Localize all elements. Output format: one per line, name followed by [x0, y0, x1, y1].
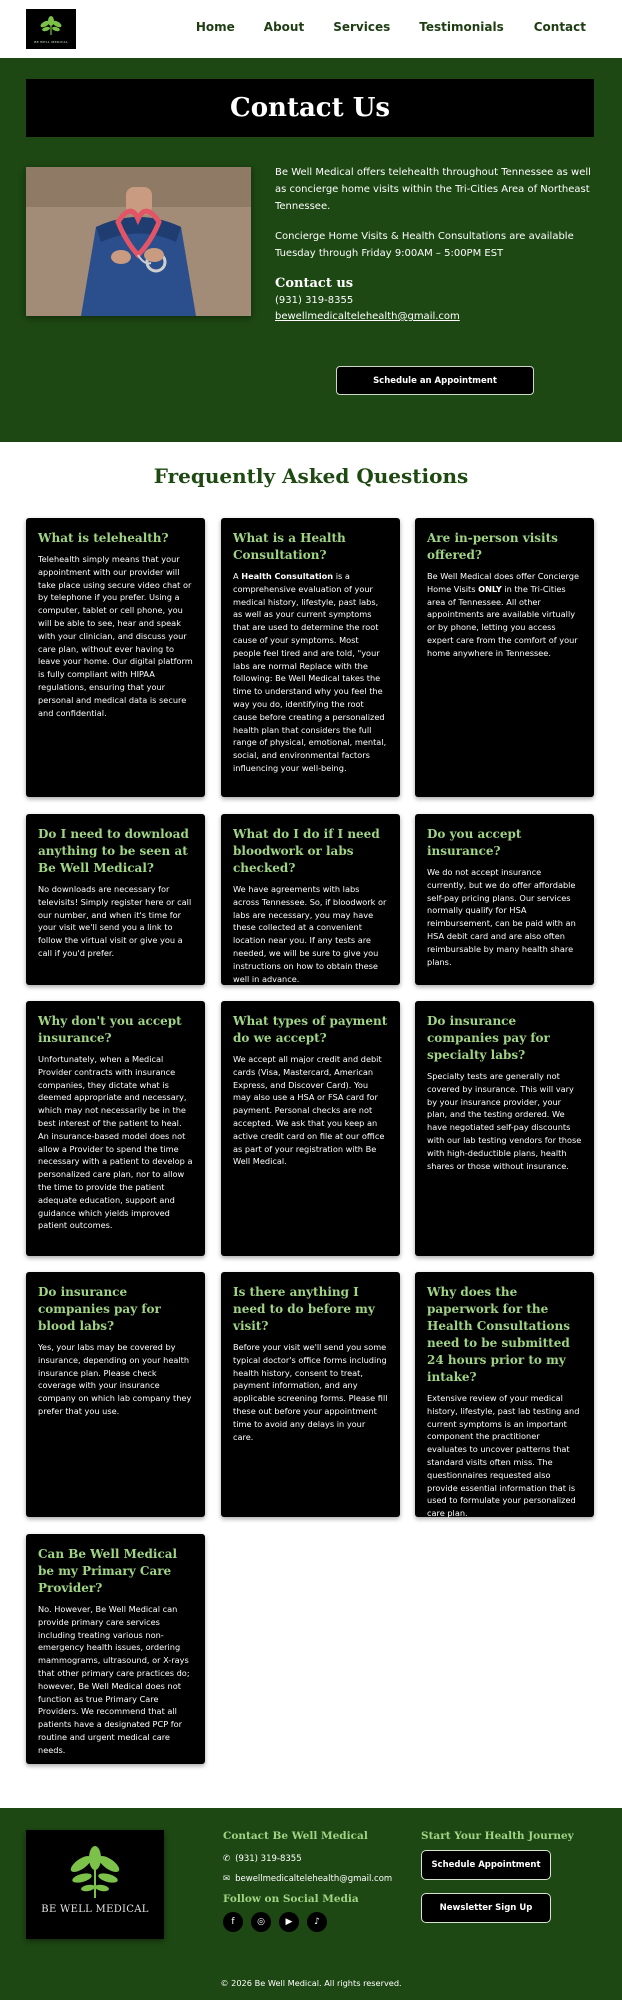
faq-section	[0, 442, 622, 1808]
facebook-icon[interactable]: f	[223, 1912, 243, 1932]
hero-intro: Be Well Medical offers telehealth throughout Tennessee as well as concierge home visits within the Tri-Cities Area of Northeast Tennessee.	[275, 167, 591, 212]
faq-answer: We have agreements with labs across Tennessee. So, if bloodwork or labs are necessary, you may have these collected at a convenient location near you. If any tests are needed, we will be sure to give you instructions on how to obtain these well in advance.	[233, 884, 387, 984]
footer-phone-text: (931) 319-8355	[235, 1854, 302, 1864]
faq-answer	[427, 570, 582, 660]
faq-card[interactable]	[26, 1534, 205, 1764]
copyright: © 2026 Be Well Medical. All rights reserved.	[220, 1978, 402, 1988]
contact-hero	[0, 58, 622, 442]
faq-answer-bold: Health Consultation	[241, 571, 334, 581]
newsletter-signup-button[interactable]: Newsletter Sign Up	[421, 1893, 551, 1923]
faq-question: What is telehealth?	[38, 531, 169, 545]
faq-question: Why does the paperwork for the Health Consultations need to be submitted 24 hours prior to my intake?	[427, 1285, 570, 1384]
hero-contact-title: Contact us	[275, 276, 354, 291]
doctor-heart-stethoscope-image	[26, 167, 251, 316]
faq-card[interactable]	[26, 814, 205, 985]
faq-card[interactable]	[415, 1001, 594, 1256]
faq-answer: Specialty tests are generally not covered by insurance. This will vary by your insurance provider, your plan, and the testing ordered. We have negotiated self-pay discounts with our lab testing vendors for those with high-deductible plans, health shares or those without insurance.	[427, 1071, 582, 1171]
faq-question: Do I need to download anything to be seen at Be Well Medical?	[38, 827, 189, 875]
hero-hours: Tuesday through Friday 9:00AM – 5:00PM EST	[275, 248, 504, 259]
nav-about[interactable]: About	[263, 20, 305, 34]
faq-answer-rest: is a comprehensive evaluation of your medical history, lifestyle, past labs, as well as your current symptoms that are used to determine the root cause of your symptoms. Most people feel tired and are told, "your labs are normal Replace with the following: Be Well Medical takes the time to understand why you feel the way you do, identifying the root cause before creating a personalized health plan that considers the full range of physical, emotional, mental, social, and environmental factors influencing your well-being.	[233, 571, 387, 773]
hero-services-line: Concierge Home Visits & Health Consultations are available	[275, 231, 574, 242]
plant-logo-icon	[66, 1844, 124, 1900]
schedule-appointment-button[interactable]: Schedule an Appointment	[336, 366, 534, 395]
faq-card[interactable]	[26, 518, 205, 797]
faq-card[interactable]	[221, 1272, 400, 1517]
footer-contact-heading: Contact Be Well Medical	[223, 1830, 368, 1842]
hero-photo	[26, 167, 251, 316]
faq-card[interactable]	[26, 1272, 205, 1517]
hero-phone[interactable]: (931) 319-8355	[275, 295, 354, 306]
faq-card[interactable]	[26, 1001, 205, 1256]
faq-answer: Unfortunately, when a Medical Provider contracts with insurance companies, they dictate what is deemed appropriate and necessary, which may not necessarily be in the best interest of the patient to heal. An insurance-based model does not allow a Provider to spend the time necessary with a patient to develop a personalized care plan, nor to allow the time to provide the patient adequate education, support and guidance which yields improved patient outcomes.	[38, 1054, 193, 1231]
faq-question: Do you accept insurance?	[427, 827, 522, 858]
footer-contact-column	[223, 1830, 403, 1932]
faq-answer: Extensive review of your medical history, lifestyle, past lab testing and current symptoms is an important component the practitioner evaluates to uncover patterns that standard visits often miss. The questionnaires requested also provide essential information that is used to formulate your personalized care plan.	[427, 1393, 580, 1519]
faq-question: What do I do if I need bloodwork or labs checked?	[233, 827, 380, 875]
tiktok-icon[interactable]: ♪	[307, 1912, 327, 1932]
faq-question: What is a Health Consultation?	[233, 531, 346, 562]
faq-answer: We accept all major credit and debit cards (Visa, Mastercard, American Express, and Discover Card). You may also use a HSA or FSA card for payment. Personal checks are not accepted. We ask that you keep an active credit card on file at our office as part of your registration with Be Well Medical.	[233, 1054, 385, 1167]
faq-answer	[233, 570, 388, 775]
logo-text: BE WELL MEDICAL	[34, 40, 68, 44]
faq-question: Why don't you accept insurance?	[38, 1014, 182, 1045]
main-nav	[196, 20, 586, 34]
youtube-icon[interactable]: ▶	[279, 1912, 299, 1932]
faq-title: Frequently Asked Questions	[153, 464, 469, 488]
faq-question: What types of payment do we accept?	[233, 1014, 388, 1045]
faq-question: Can Be Well Medical be my Primary Care Provider?	[38, 1547, 178, 1595]
nav-services[interactable]: Services	[333, 20, 391, 34]
footer-email[interactable]	[223, 1869, 403, 1889]
faq-answer: We do not accept insurance currently, but we do offer affordable self-pay pricing plans. Our services normally qualify for HSA reimbursement, can be paid with an HSA debit card and are also often reimbursable by many health share plans.	[427, 867, 576, 967]
site-logo[interactable]	[26, 9, 76, 49]
hero-email-link[interactable]: bewellmedicaltelehealth@gmail.com	[275, 311, 460, 322]
footer-journey-heading: Start Your Health Journey	[421, 1830, 574, 1842]
footer-journey-column	[421, 1830, 601, 1923]
faq-card[interactable]	[221, 814, 400, 985]
envelope-icon: ✉	[223, 1874, 231, 1884]
page-title: Contact Us	[230, 93, 390, 123]
faq-card[interactable]	[415, 518, 594, 797]
instagram-icon[interactable]: ◎	[251, 1912, 271, 1932]
faq-answer: Telehealth simply means that your appointment with our provider will take place using secure video chat or by telephone if you prefer. Using a computer, tablet or cell phone, you will be able to see, hear and speak with your clinician, and discuss your care plan, without ever having to leave your home. Our digital platform is fully compliant with HIPAA regulations, ensuring that your personal and medical data is secure and confidential.	[38, 554, 193, 718]
plant-logo-icon	[38, 15, 64, 37]
footer-email-text: bewellmedicaltelehealth@gmail.com	[235, 1874, 393, 1884]
faq-answer: Before your visit we'll send you some typical doctor's office forms including health history, consent to treat, payment information, and any applicable screening forms. Please fill these out before your appointment time to avoid any delays in your care.	[233, 1342, 388, 1442]
faq-answer: Yes, your labs may be covered by insurance, depending on your health insurance plan. Please check coverage with your insurance company on which lab company they prefer that you use.	[38, 1342, 192, 1416]
phone-icon: ✆	[223, 1854, 231, 1864]
faq-question: Are in-person visits offered?	[427, 531, 558, 562]
faq-question: Do insurance companies pay for blood labs?	[38, 1285, 161, 1333]
social-links	[223, 1912, 403, 1932]
footer-logo-text: BE WELL MEDICAL	[41, 1904, 149, 1915]
faq-question: Do insurance companies pay for specialty labs?	[427, 1014, 550, 1062]
faq-card[interactable]	[221, 518, 400, 797]
hero-text	[275, 164, 605, 325]
site-footer	[0, 1808, 622, 2000]
faq-card[interactable]	[415, 814, 594, 985]
hero-title-bar	[26, 79, 594, 137]
footer-social-heading: Follow on Social Media	[223, 1893, 359, 1905]
site-header	[0, 0, 622, 58]
faq-answer-pre: Be Well Medical does offer Concierge Home Visits	[427, 571, 579, 594]
faq-answer-pre: A	[233, 571, 242, 581]
nav-contact[interactable]: Contact	[533, 20, 586, 34]
faq-answer: No downloads are necessary for televisits! Simply register here or call our number, and when it's time for your visit we'll send you a link to follow the virtual visit or give you a call if you'd prefer.	[38, 884, 192, 958]
footer-schedule-button[interactable]: Schedule Appointment	[421, 1850, 551, 1880]
footer-logo[interactable]	[26, 1830, 164, 1939]
nav-home[interactable]: Home	[195, 20, 235, 34]
nav-testimonials[interactable]: Testimonials	[419, 20, 504, 34]
faq-answer: No. However, Be Well Medical can provide primary care services including treating various non-emergency health issues, ordering mammograms, ultrasound, or X-rays that other primary care practices do; however, Be Well Medical does not function as true Primary Care Providers. We recommend that all patients have a designated PCP for routine and urgent medical care needs.	[38, 1604, 190, 1755]
faq-question: Is there anything I need to do before my visit?	[233, 1285, 375, 1333]
faq-answer-bold: ONLY	[478, 583, 502, 594]
faq-answer-rest: in the Tri-Cities area of Tennessee. All other appointments are available virtually or by phone, letting you access expert care from the comfort of your home anywhere in Tennessee.	[427, 583, 578, 658]
footer-phone[interactable]	[223, 1849, 403, 1869]
faq-card[interactable]	[221, 1001, 400, 1256]
faq-card[interactable]	[415, 1272, 594, 1517]
